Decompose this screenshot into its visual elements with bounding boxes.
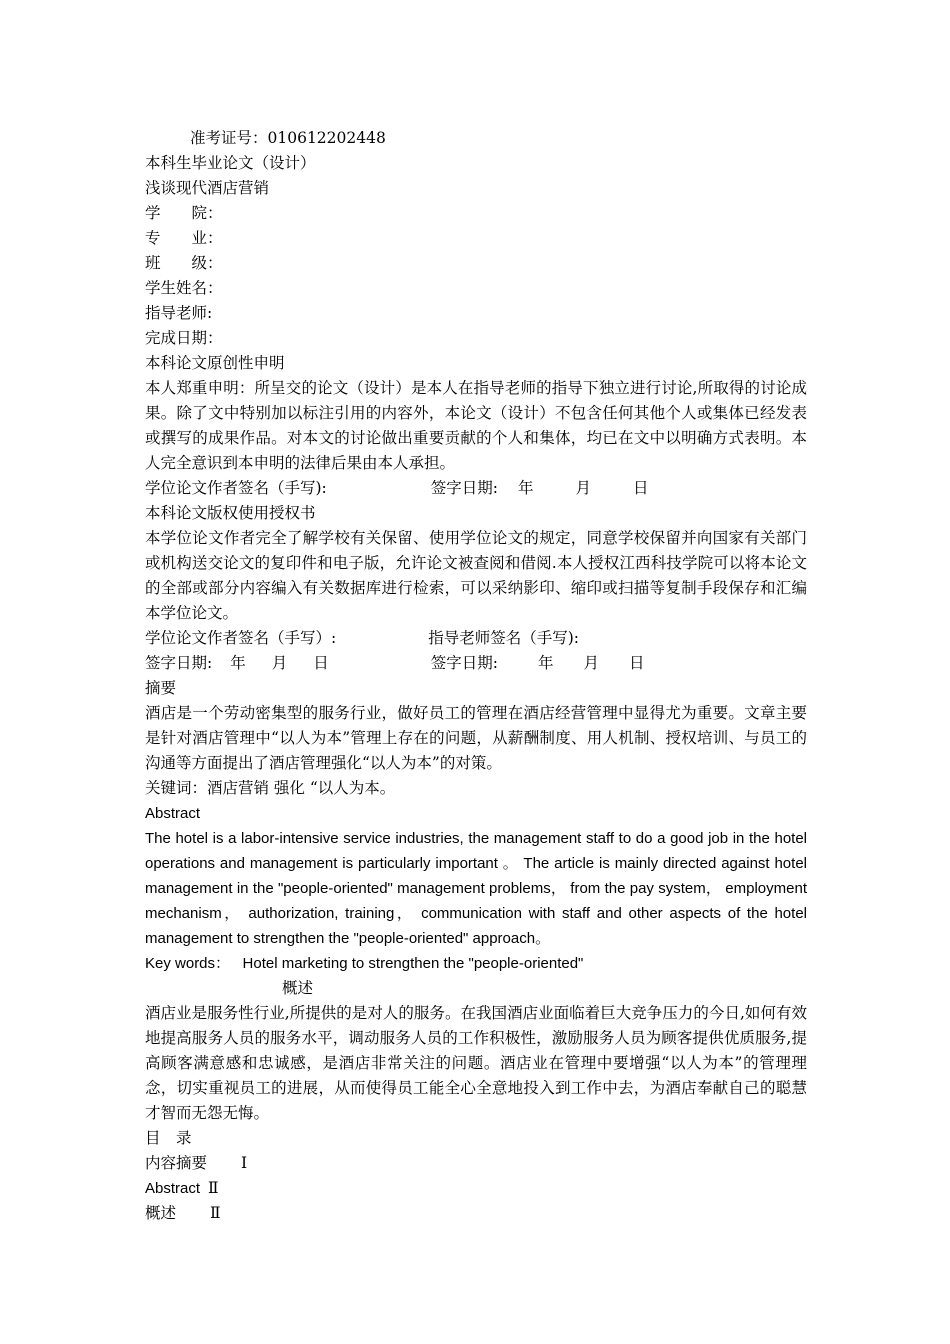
- keywords-cn: 关键词：酒店营销 强化 “以人为本。: [145, 779, 396, 797]
- abstract-cn-body: 酒店是一个劳动密集型的服务行业，做好员工的管理在酒店经营管理中显得尤为重要。文章主要是针对酒店管理中“以人为本”管理上存在的问题，从薪酬制度、用人机制、授权培训、与员工的沟通等方面提出了酒店管理强化“以人为本”的对策。: [145, 704, 807, 772]
- sign-date-label: 签字日期:: [145, 654, 213, 672]
- abstract-en-body: The hotel is a labor-intensive service industries, the management staff to do a good job in the hotel operations and management is particularly important 。 The article is mainly directed against hotel management in the "people-oriented" management problems， from the pay system， employment mechanism， authorization, training， communication with staff and other aspects of the hotel management to strengthen the "people-oriented" approach。: [145, 830, 807, 947]
- originality-body: 本人郑重申明：所呈交的论文（设计）是本人在指导老师的指导下独立进行讨论,所取得的讨论成果。除了文中特别加以标注引用的内容外，本论文（设计）不包含任何其他个人或集体已经发表或撰写的成果作品。对本文的讨论做出重要贡献的个人和集体，均已在文中以明确方式表明。本人完全意识到本申明的法律后果由本人承担。: [145, 379, 807, 472]
- thesis-type: 本科生毕业论文（设计）: [145, 154, 316, 172]
- overview-body: 酒店业是服务性行业,所提供的是对人的服务。在我国酒店业面临着巨大竞争压力的今日,如何有效地提高服务人员的服务水平，调动服务人员的工作积极性，激励服务人员为顾客提供优质服务,提高顾客满意感和忠诚感，是酒店非常关注的问题。酒店业在管理中要增强“以人为本”的管理理念，切实重视员工的进展，从而使得员工能全心全意地投入到工作中去，为酒店奉献自己的聪慧才智而无怨无悔。: [145, 1004, 807, 1122]
- sign-date-label: 签字日期:: [430, 654, 499, 672]
- exam-number: 准考证号：010612202448: [190, 129, 386, 147]
- abstract-en-heading: Abstract: [145, 805, 201, 822]
- toc-heading: 目 录: [145, 1129, 192, 1147]
- year-label: 年: [230, 654, 246, 672]
- field-advisor: 指导老师:: [145, 304, 213, 322]
- toc-item-label: 内容摘要: [145, 1154, 208, 1172]
- toc-item: [145, 1151, 807, 1176]
- toc-item-page: Ⅰ: [241, 1154, 248, 1172]
- originality-sign-line: [145, 476, 807, 501]
- month-label: 月: [583, 654, 600, 672]
- toc-item-page: Ⅱ: [208, 1179, 219, 1197]
- author-sign-label: 学位论文作者签名（手写）:: [145, 629, 337, 647]
- month-label: 月: [575, 479, 592, 497]
- advisor-sign-label: 指导老师签名（手写):: [428, 629, 580, 647]
- overview-heading: 概述: [282, 979, 314, 997]
- thesis-title: 浅谈现代酒店营销: [145, 179, 270, 197]
- toc-item: [145, 1176, 807, 1201]
- abstract-cn-heading: 摘要: [145, 679, 177, 697]
- document-page: [145, 126, 807, 1226]
- sign-date-label: 签字日期:: [430, 479, 499, 497]
- originality-heading: 本科论文原创性申明: [145, 354, 285, 372]
- field-student: 学生姓名：: [145, 279, 223, 297]
- copyright-sign-line: [145, 626, 807, 651]
- field-major: 专 业：: [145, 229, 223, 247]
- day-label: 日: [633, 479, 649, 497]
- toc-item-label: Abstract: [145, 1180, 201, 1197]
- year-label: 年: [518, 479, 534, 497]
- field-date: 完成日期：: [145, 329, 223, 347]
- keywords-en: Key words： Hotel marketing to strengthen the "people-oriented": [145, 955, 584, 972]
- year-label: 年: [538, 654, 554, 672]
- day-label: 日: [629, 654, 645, 672]
- author-sign-label: 学位论文作者签名（手写):: [145, 479, 327, 497]
- field-college: 学 院：: [145, 204, 223, 222]
- toc-item: [145, 1201, 807, 1226]
- copyright-date-line: [145, 651, 807, 676]
- field-class: 班 级：: [145, 254, 223, 272]
- month-label: 月: [271, 654, 288, 672]
- copyright-heading: 本科论文版权使用授权书: [145, 504, 316, 522]
- toc-item-label: 概述: [145, 1204, 177, 1222]
- day-label: 日: [313, 654, 329, 672]
- toc-item-page: Ⅱ: [210, 1204, 221, 1222]
- copyright-body: 本学位论文作者完全了解学校有关保留、使用学位论文的规定，同意学校保留并向国家有关部门或机构送交论文的复印件和电子版，允许论文被查阅和借阅.本人授权江西科技学院可以将本论文的全部或部分内容编入有关数据库进行检索，可以采纳影印、缩印或扫描等复制手段保存和汇编本学位论文。: [145, 529, 807, 622]
